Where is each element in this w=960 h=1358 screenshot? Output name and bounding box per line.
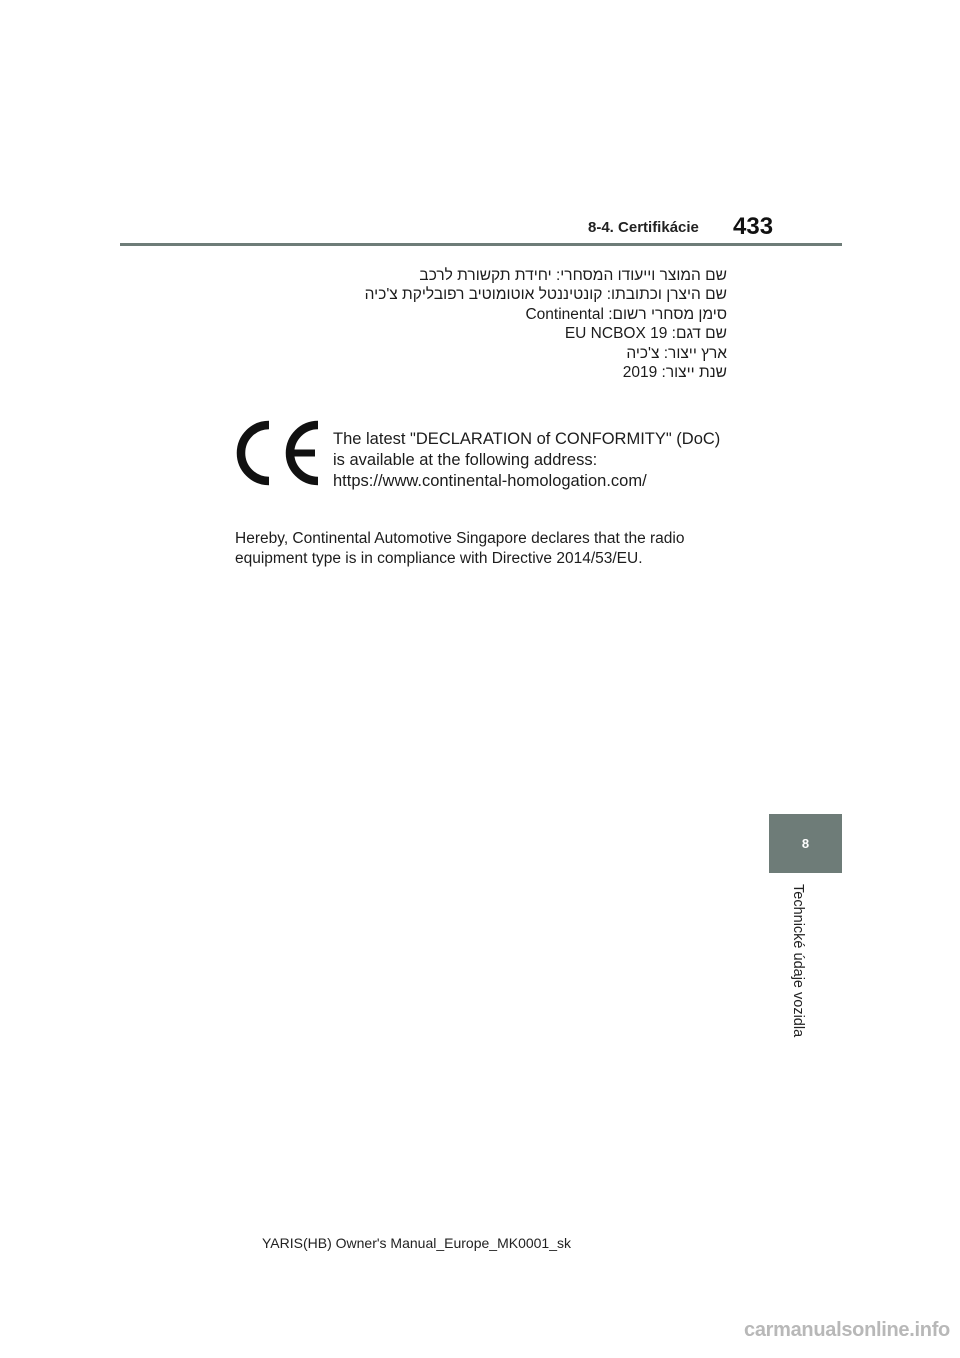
declaration-line: is available at the following address: — [333, 451, 598, 469]
page-number: 433 — [733, 213, 774, 240]
chapter-number: 8 — [801, 836, 810, 851]
compliance-line: equipment type is in compliance with Directive 2014/53/EU. — [235, 549, 643, 567]
chapter-tab — [769, 814, 842, 873]
ce-mark-icon — [232, 418, 324, 488]
chapter-title-vertical: Technické údaje vozidla — [790, 884, 806, 1038]
hebrew-model-line: שם דגם: EU NCBOX 19 — [564, 325, 727, 343]
declaration-url: https://www.continental-homologation.com/ — [333, 472, 647, 490]
hebrew-product-info — [307, 266, 727, 382]
declaration-text — [333, 429, 720, 492]
watermark-text: carmanualsonline.info — [744, 1319, 950, 1341]
hebrew-trademark-line: סימן מסחרי רשום: Continental — [525, 305, 727, 323]
section-title: 8-4. Certifikácie — [588, 219, 699, 236]
compliance-statement — [235, 529, 685, 568]
declaration-line: The latest "DECLARATION of CONFORMITY" (DoC) — [333, 430, 721, 448]
compliance-line: Hereby, Continental Automotive Singapore declares that the radio — [235, 530, 685, 547]
hebrew-year-line: שנת ייצור: 2019 — [622, 364, 727, 382]
hebrew-product-line: שם המוצר וייעודו המסחרי: יחידת תקשורת לרכב — [419, 267, 727, 284]
hebrew-country-line: ארץ ייצור: צ'כיה — [626, 344, 727, 362]
header-divider — [120, 243, 842, 246]
manual-footer: YARIS(HB) Owner's Manual_Europe_MK0001_sk — [262, 1235, 571, 1251]
hebrew-manufacturer-line: שם היצרן וכתובתו: קונטיננטל אוטומוטיב רפובליקת צ'כיה — [364, 286, 727, 304]
